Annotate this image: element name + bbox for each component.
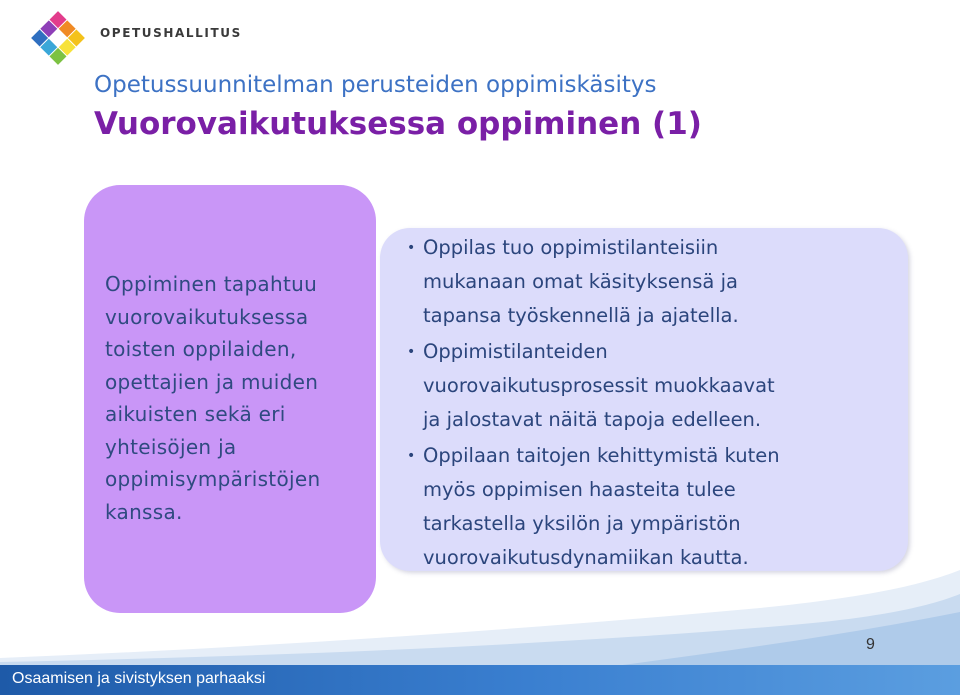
bullet-line: tarkastella yksilön ja ympäristön [423,512,741,535]
bullet-line: myös oppimisen haasteita tulee [423,478,736,501]
left-box-line: Oppiminen tapahtuu [105,272,318,296]
bullet-line: vuorovaikutusprosessit muokkaavat [423,374,775,397]
opetushallitus-logo-icon [28,8,88,68]
slide-subtitle: Opetussuunnitelman perusteiden oppimiskäsitys [94,72,657,98]
bullet-dot-icon: • [407,448,416,464]
left-box-line: yhteisöjen ja [105,434,237,459]
bullet-line: Oppimistilanteiden [423,340,608,363]
bullet-line: ja jalostavat näitä tapoja edelleen. [423,408,762,431]
left-box-text [105,268,370,528]
bullet-line: Oppilas tuo oppimistilanteisiin [423,236,719,259]
bullet-line: Oppilaan taitojen kehittymistä kuten [423,444,780,467]
left-box-line: vuorovaikutuksessa [105,304,309,329]
decorative-wave [0,560,960,668]
footer-slogan: Osaamisen ja sivistyksen parhaaksi [12,670,266,687]
slide-title: Vuorovaikutuksessa oppiminen (1) [94,106,702,142]
left-box-line: aikuisten sekä eri [105,402,286,426]
footer-bar [0,665,960,695]
bullet-line: tapansa työskennellä ja ajatella. [423,304,739,327]
left-box-line: kanssa. [105,499,183,524]
bullet-dot-icon: • [407,344,416,360]
bullet-list [405,231,905,575]
left-box-line: toisten oppilaiden, [105,337,297,361]
page-number: 9 [866,636,875,653]
left-box-line: opettajien ja muiden [105,369,319,394]
bullet-item [405,439,905,575]
bullet-line: mukanaan omat käsityksensä ja [423,270,738,293]
bullet-item [405,231,905,333]
bullet-line: vuorovaikutusdynamiikan kautta. [423,546,749,569]
bullet-item [405,335,905,437]
logo-wordmark: OPETUSHALLITUS [100,26,242,40]
left-box-line: oppimisympäristöjen [105,467,321,491]
bullet-dot-icon: • [407,240,416,256]
